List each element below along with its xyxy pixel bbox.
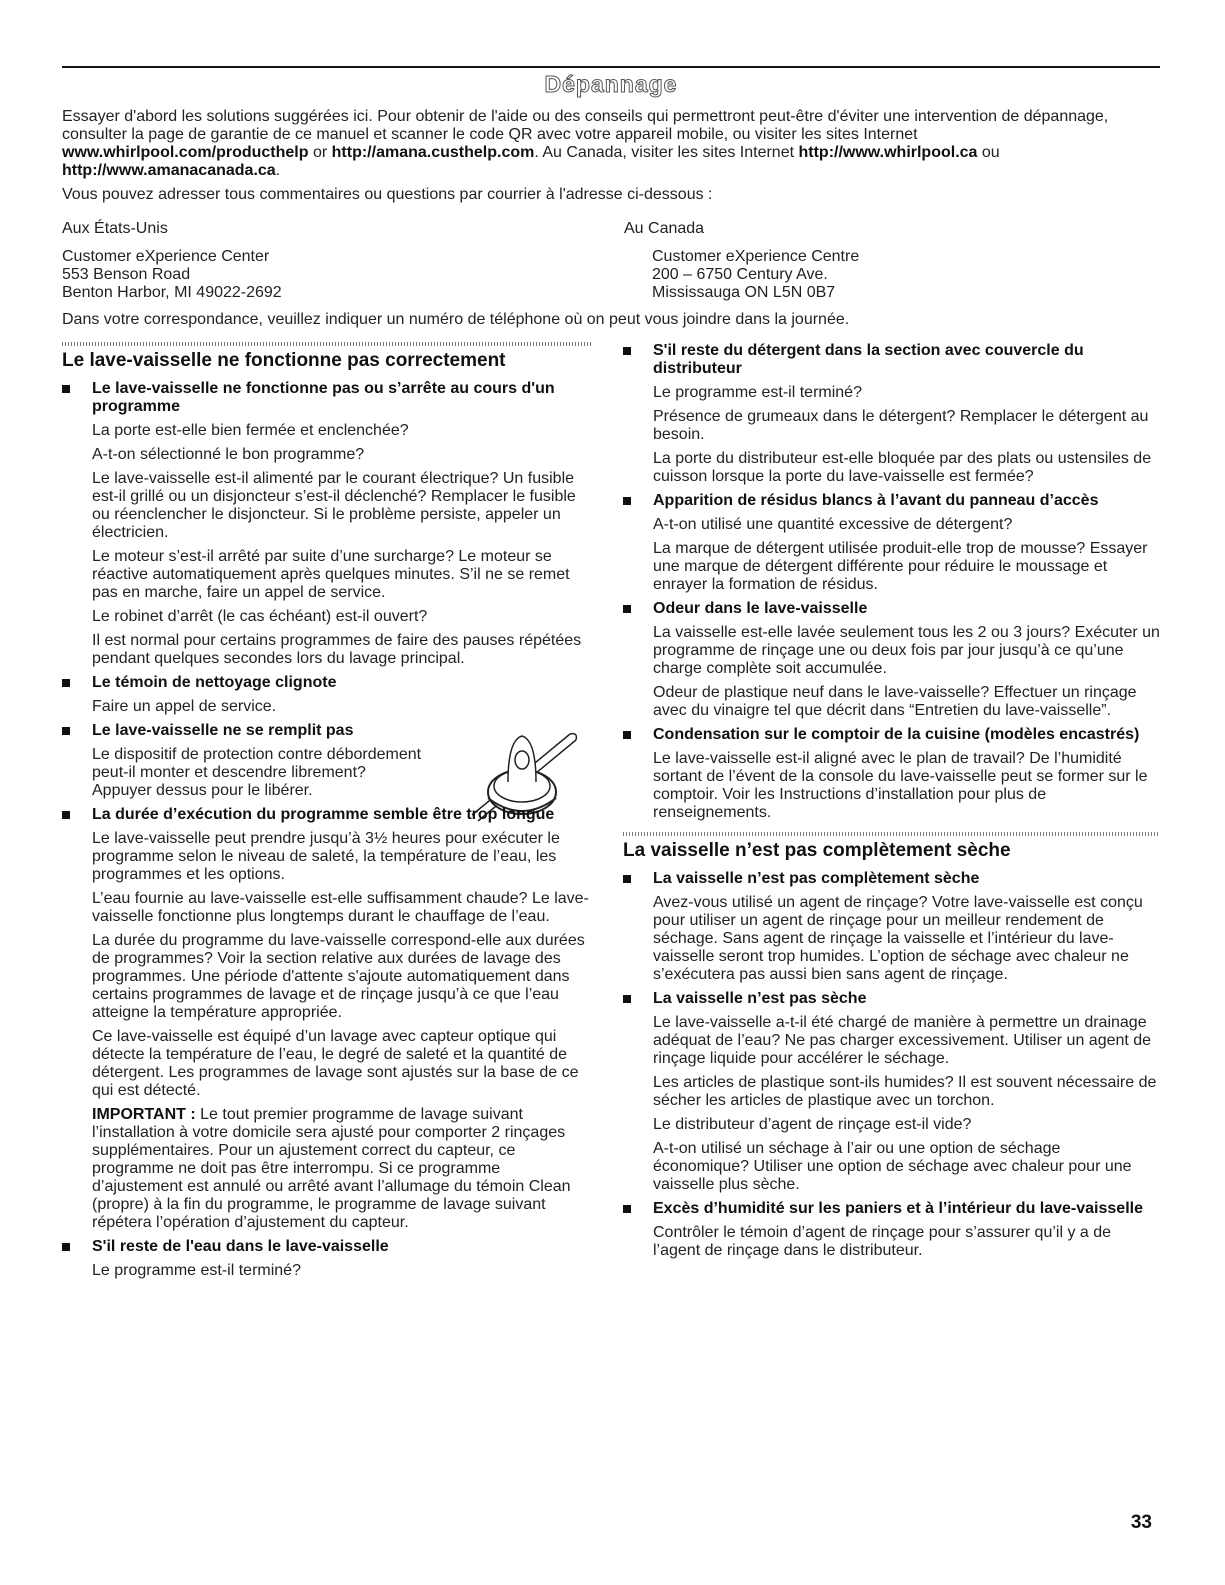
solution-text: Il est normal pour certains programmes de faire des pauses répétées pendant quelques secondes lors du lavage principal. <box>92 632 582 667</box>
address-line: 553 Benson Road <box>62 266 191 283</box>
problem-item <box>62 806 592 1232</box>
bullet-square-icon <box>62 385 70 393</box>
intro-text: . Au Canada, visiter les sites Internet <box>534 144 799 161</box>
solution-text: Faire un appel de service. <box>92 698 277 715</box>
solution-text: Ce lave-vaisselle est équipé d’un lavage avec capteur optique qui détecte la température de l’eau, le degré de saleté et la quantité de détergent. Les programmes de lavage sont ajustés sur la base de ce qui est détecté. <box>92 1028 579 1099</box>
solution-text: A-t-on sélectionné le bon programme? <box>92 446 365 463</box>
problem-item <box>62 380 592 668</box>
link-whirlpool-ca[interactable]: http://www.whirlpool.ca <box>798 144 978 161</box>
problem-title: Condensation sur le comptoir de la cuisine (modèles encastrés) <box>653 726 1140 743</box>
solution-text: Le lave-vaisselle a-t-il été chargé de manière à permettre un drainage adéquat de l’eau? Ne pas charger excessivement. Utiliser un agent de rinçage liquide pour accélérer le séchage. <box>653 1014 1152 1067</box>
solution-text: Le programme est-il terminé? <box>653 384 862 401</box>
solution-text: Présence de grumeaux dans le détergent? Remplacer le détergent au besoin. <box>653 408 1149 443</box>
problem-title: Excès d’humidité sur les paniers et à l’intérieur du lave-vaisselle <box>653 1200 1143 1217</box>
address-line: Benton Harbor, MI 49022-2692 <box>62 284 282 301</box>
bullet-square-icon <box>623 347 631 355</box>
solution-text: La durée du programme du lave-vaisselle correspond-elle aux durées de programmes? Voir la section relative aux durées de lavage des programmes. Une période d'attente s'ajoute automatiquement dans certains programmes de lavage et de rinçage jusqu’à ce que l’eau atteigne la température appropriée. <box>92 932 585 1021</box>
bullet-square-icon <box>62 727 70 735</box>
left-column <box>62 342 592 1286</box>
problem-item <box>62 674 592 716</box>
solution-text: La vaisselle est-elle lavée seulement tous les 2 ou 3 jours? Exécuter un programme de rinçage une ou deux fois par jour jusqu’à ce qu’une charge complète soit accumulée. <box>653 624 1160 677</box>
address-canada <box>624 220 1124 302</box>
section-title: La vaisselle n’est pas complètement sèche <box>623 840 1011 861</box>
address-caption: Au Canada <box>624 220 705 237</box>
figure-wrap <box>92 746 592 800</box>
address-line: 200 – 6750 Century Ave. <box>652 266 828 283</box>
page <box>62 0 1160 1585</box>
bullet-square-icon <box>62 679 70 687</box>
problem-title: S'il reste du détergent dans la section avec couvercle du distributeur <box>653 342 1084 377</box>
intro-text: . <box>275 162 281 179</box>
section-divider <box>623 832 1160 836</box>
solution-text: Les articles de plastique sont-ils humides? Il est souvent nécessaire de sécher les articles de plastique avec un torchon. <box>653 1074 1157 1109</box>
problem-title: Le lave-vaisselle ne fonctionne pas ou s’arrête au cours d'un programme <box>92 380 555 415</box>
bullet-square-icon <box>623 1205 631 1213</box>
problem-title: Odeur dans le lave-vaisselle <box>653 600 868 617</box>
bullet-square-icon <box>623 731 631 739</box>
problem-title: Le témoin de nettoyage clignote <box>92 674 337 691</box>
address-line: Mississauga ON L5N 0B7 <box>652 284 836 301</box>
intro-paragraph <box>62 108 1160 180</box>
solution-text: Le programme est-il terminé? <box>92 1262 301 1279</box>
link-amanacanada[interactable]: http://www.amanacanada.ca <box>62 162 276 179</box>
page-title: Dépannage <box>544 71 678 97</box>
solution-text: Odeur de plastique neuf dans le lave-vaisselle? Effectuer un rinçage avec du vinaigre tel que décrit dans “Entretien du lave-vaisselle”. <box>653 684 1137 719</box>
problem-title: La durée d’exécution du programme semble être trop longue <box>92 806 555 823</box>
solution-text: Avez-vous utilisé un agent de rinçage? Votre lave-vaisselle est conçu pour utiliser un agent de rinçage pour un meilleur rendement de séchage. Sans agent de rinçage la vaisselle et l’intérieur du lave-vaisselle seront trop humides. L’option de séchage avec chaleur ne s’exécutera pas aussi bien sans agent de rinçage. <box>653 894 1143 983</box>
important-note <box>92 1106 592 1232</box>
phone-note: Dans votre correspondance, veuillez indiquer un numéro de téléphone où on peut vous joindre dans la journée. <box>62 311 850 328</box>
link-whirlpool-producthelp[interactable]: www.whirlpool.com/producthelp <box>62 144 309 161</box>
solution-text: Le moteur s’est-il arrêté par suite d’une surcharge? Le moteur se réactive automatiquement après quelques minutes. S’il ne se remet pas en marche, faire un appel de service. <box>92 548 570 601</box>
solution-text: A-t-on utilisé un séchage à l’air ou une option de séchage économique? Utiliser une option de séchage avec chaleur pour une vaisselle plus sèche. <box>653 1140 1132 1193</box>
problem-item <box>62 1238 592 1280</box>
problem-title: Apparition de résidus blancs à l’avant du panneau d’accès <box>653 492 1099 509</box>
problem-item <box>623 342 1160 486</box>
problem-item <box>62 722 592 800</box>
problem-item <box>623 1200 1160 1260</box>
solution-text: La marque de détergent utilisée produit-elle trop de mousse? Essayer une marque de détergent différente pour réduire le moussage et enrayer la formation de résidus. <box>653 540 1148 593</box>
important-text: Le tout premier programme de lavage suivant l’installation à votre domicile sera ajusté pour comporter 2 rinçages supplémentaires. Pour un ajustement correct du capteur, ce programme ne doit pas être interrompu. Si ce programme d’ajustement est annulé ou arrêté avant l’allumage du témoin Clean (propre) à la fin du programme, le programme de lavage suivant répétera l’opération d’ajustement du capteur. <box>92 1106 571 1231</box>
intro-text: ou <box>977 144 1000 161</box>
solution-text: Le robinet d’arrêt (le cas échéant) est-il ouvert? <box>92 608 428 625</box>
intro-text: Essayer d'abord les solutions suggérées ici. Pour obtenir de l'aide ou des conseils qui permettront peut-être d'éviter une intervention de dépannage, consulter la page de garantie de ce manuel et scanner le code QR avec votre appareil mobile, ou visiter les sites Internet <box>62 108 1109 143</box>
bullet-square-icon <box>623 605 631 613</box>
problem-item <box>623 990 1160 1194</box>
problem-item <box>623 870 1160 984</box>
problem-title: Le lave-vaisselle ne se remplit pas <box>92 722 354 739</box>
solution-text: Le dispositif de protection contre débordement peut-il monter et descendre librement? Appuyer dessus pour le libérer. <box>92 746 422 799</box>
bullet-square-icon <box>623 995 631 1003</box>
right-column <box>623 342 1160 1266</box>
bullet-square-icon <box>62 1243 70 1251</box>
problem-title: S'il reste de l'eau dans le lave-vaisselle <box>92 1238 389 1255</box>
solution-text: Le lave-vaisselle peut prendre jusqu’à 3½ heures pour exécuter le programme selon le niveau de saleté, la température de l’eau, les programmes et les options. <box>92 830 560 883</box>
intro <box>62 108 1160 210</box>
section-divider <box>62 342 592 346</box>
problem-item <box>623 726 1160 822</box>
solution-text: Le distributeur d’agent de rinçage est-il vide? <box>653 1116 972 1133</box>
problem-item <box>623 492 1160 594</box>
solution-text: La porte du distributeur est-elle bloquée par des plats ou ustensiles de cuisson lorsque la porte du lave-vaisselle est fermée? <box>653 450 1152 485</box>
top-rule <box>62 66 1160 68</box>
important-label: IMPORTANT : <box>92 1106 196 1123</box>
link-amana-custhelp[interactable]: http://amana.custhelp.com <box>331 144 535 161</box>
address-caption: Aux États-Unis <box>62 220 168 237</box>
section-title: Le lave-vaisselle ne fonctionne pas correctement <box>62 350 506 371</box>
bullet-square-icon <box>623 875 631 883</box>
solution-text: Contrôler le témoin d’agent de rinçage pour s’assurer qu’il y a de l’agent de rinçage dans le distributeur. <box>653 1224 1112 1259</box>
address-us <box>62 220 562 302</box>
problem-title: La vaisselle n’est pas sèche <box>653 990 867 1007</box>
bullet-square-icon <box>623 497 631 505</box>
intro-text: or <box>308 144 332 161</box>
problem-title: La vaisselle n’est pas complètement sèche <box>653 870 980 887</box>
address-line: Customer eXperience Center <box>62 248 270 265</box>
solution-text: La porte est-elle bien fermée et enclenchée? <box>92 422 409 439</box>
problem-item <box>623 600 1160 720</box>
solution-text: L’eau fournie au lave-vaisselle est-elle suffisamment chaude? Le lave-vaisselle fonctionne plus longtemps durant le chauffage de l’eau. <box>92 890 589 925</box>
page-number: 33 <box>1130 1512 1152 1533</box>
solution-text: A-t-on utilisé une quantité excessive de détergent? <box>653 516 1013 533</box>
solution-text: Le lave-vaisselle est-il aligné avec le plan de travail? De l’humidité sortant de l’évent de la console du lave-vaisselle peut se former sur le comptoir. Voir les Instructions d’installation pour plus de renseignements. <box>653 750 1148 821</box>
address-line: Customer eXperience Centre <box>652 248 860 265</box>
solution-text: Le lave-vaisselle est-il alimenté par le courant électrique? Un fusible est-il grillé ou un disjoncteur s’est-il déclenché? Remplacer le fusible ou réenclencher le disjoncteur. Si le problème persiste, appeler un électricien. <box>92 470 576 541</box>
bullet-square-icon <box>62 811 70 819</box>
intro-mail-paragraph: Vous pouvez adresser tous commentaires ou questions par courrier à l'adresse ci-dessous : <box>62 186 713 203</box>
